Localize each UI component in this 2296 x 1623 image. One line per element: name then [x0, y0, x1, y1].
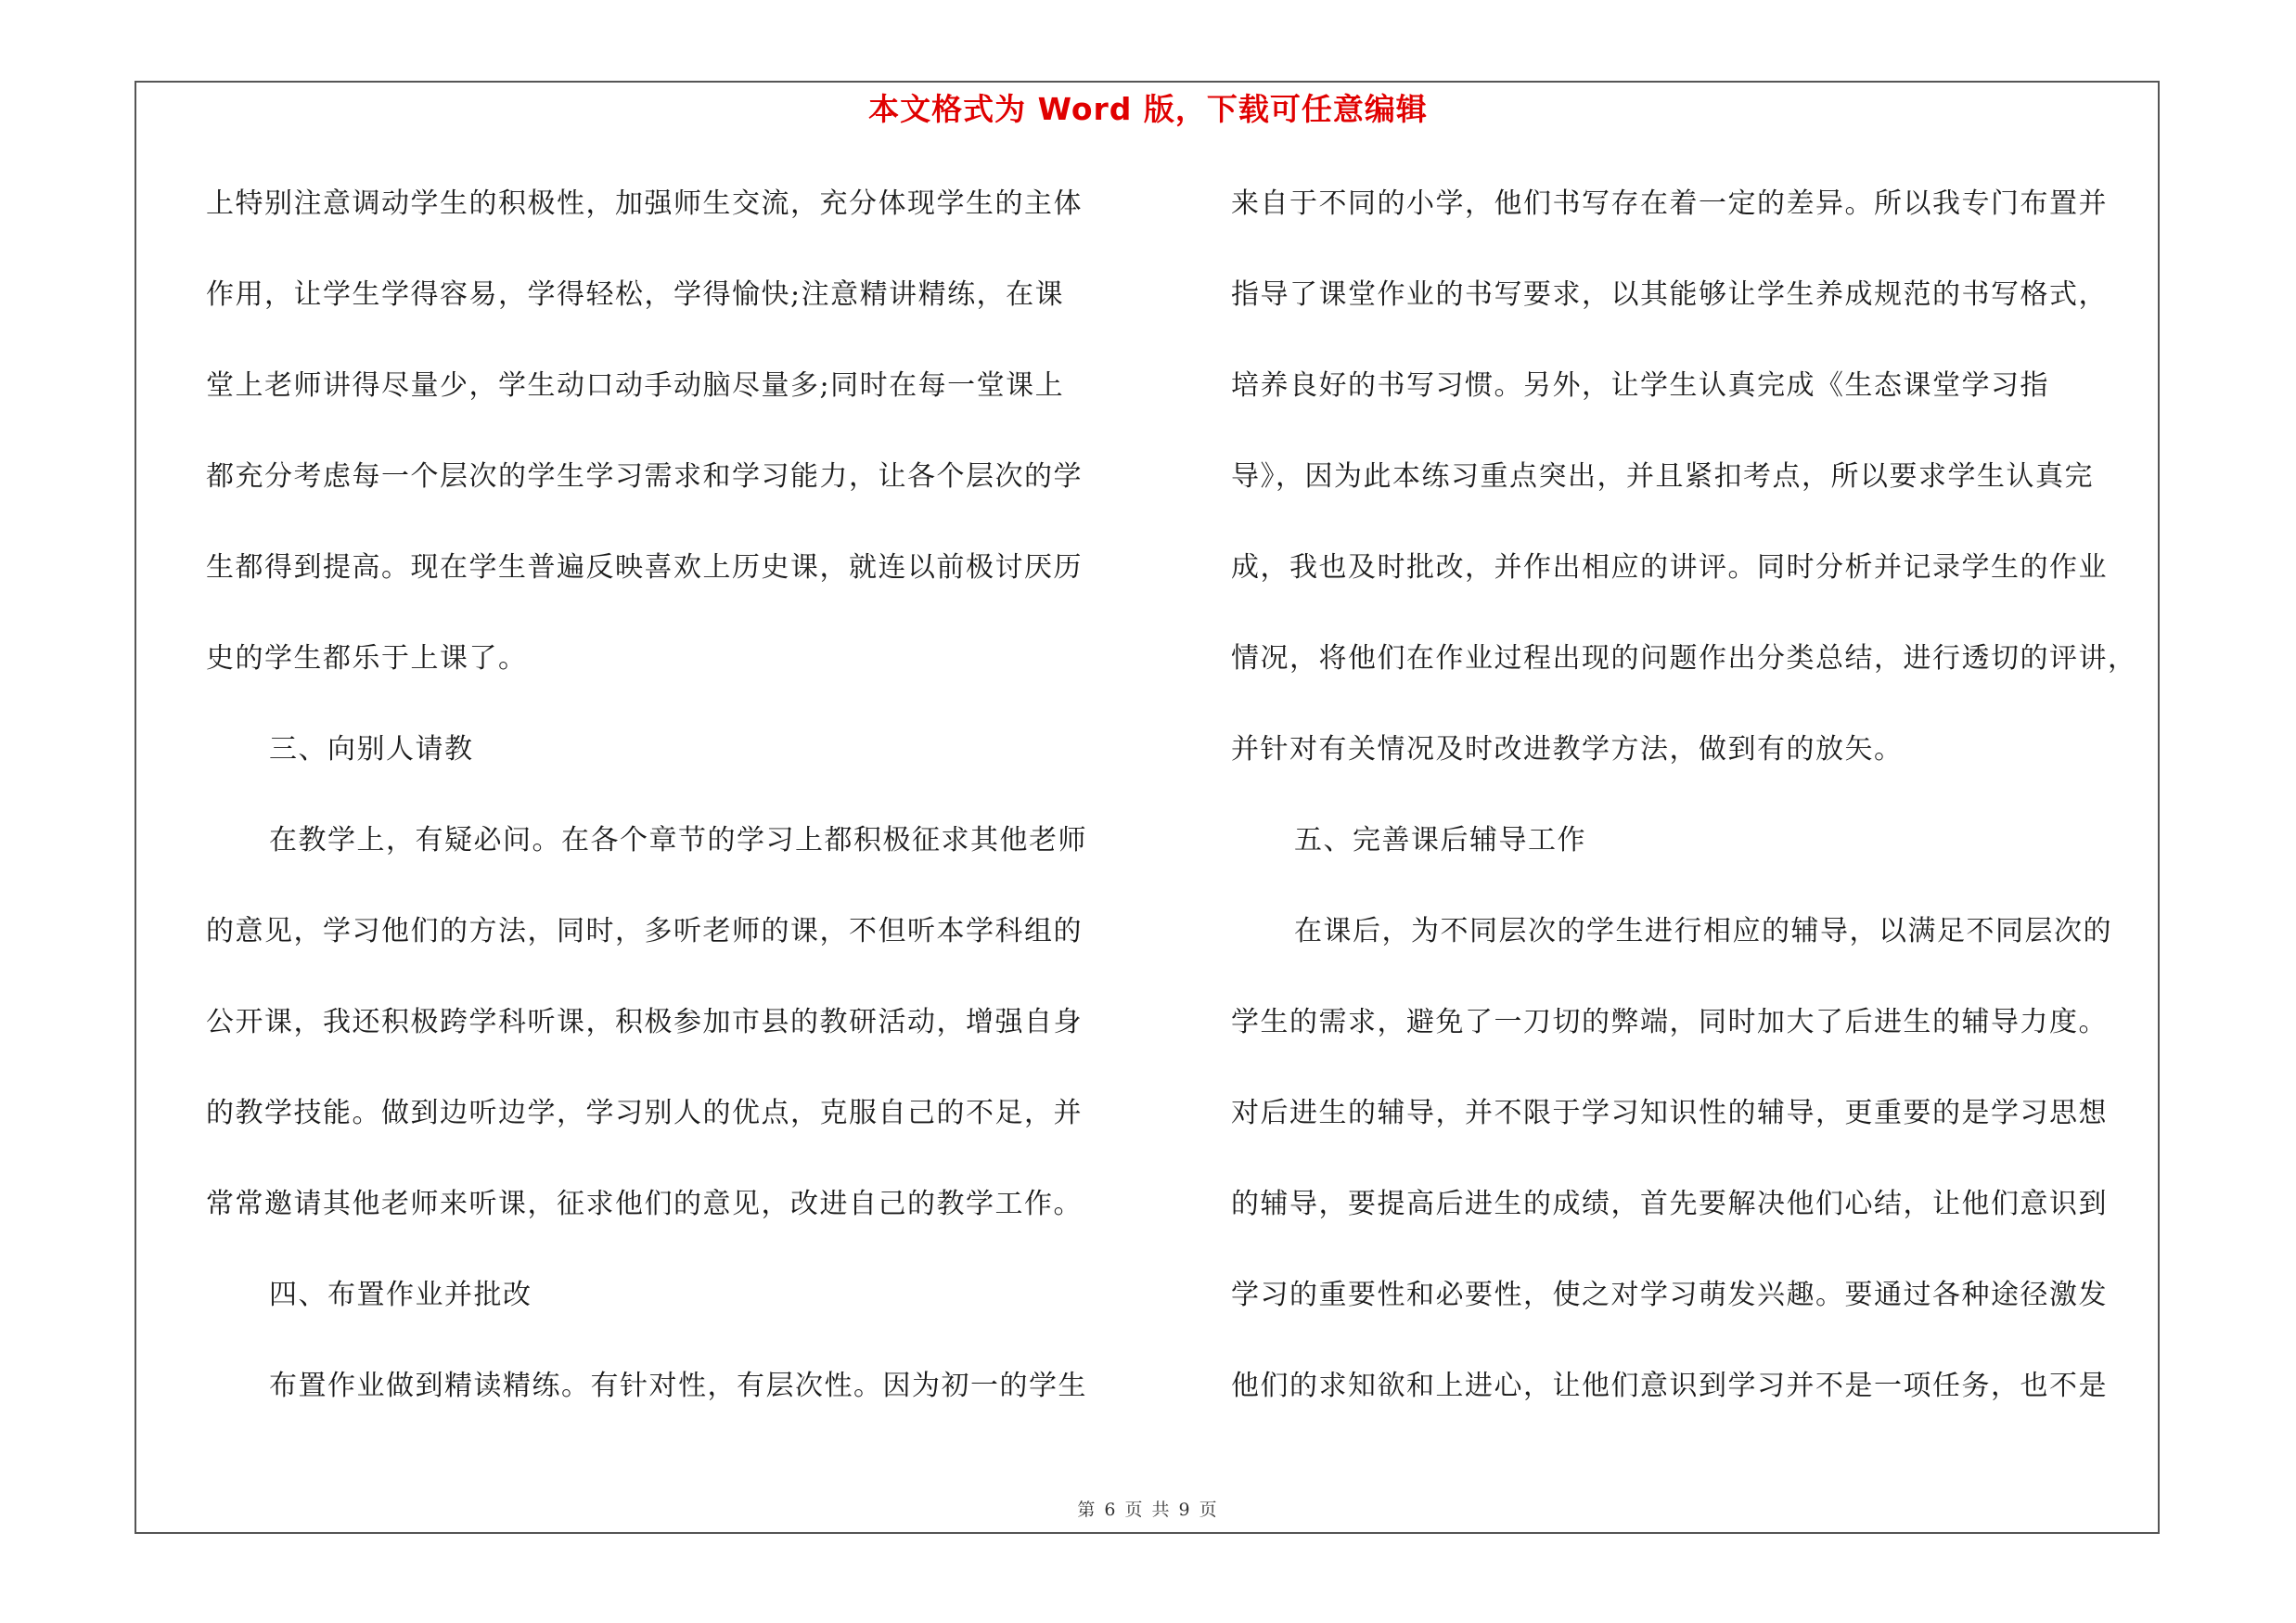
text-line: 培养良好的书写习惯。另外，让学生认真完成《生态课堂学习指	[1231, 369, 2049, 402]
text-line: 学生的需求，避免了一刀切的弊端，同时加大了后进生的辅导力度。	[1231, 1006, 2108, 1038]
document-header-notice: 本文格式为 Word 版，下载可任意编辑	[868, 91, 1428, 127]
text-line: 的辅导，要提高后进生的成绩，首先要解决他们心结，让他们意识到	[1231, 1188, 2108, 1220]
text-line: 公开课，我还积极跨学科听课，积极参加市县的教研活动，增强自身	[206, 1006, 1083, 1038]
text-line: 三、向别人请教	[269, 733, 474, 766]
text-line: 来自于不同的小学，他们书写存在着一定的差异。所以我专门布置并	[1231, 187, 2108, 220]
text-line: 史的学生都乐于上课了。	[206, 642, 528, 675]
text-line: 都充分考虑每一个层次的学生学习需求和学习能力，让各个层次的学	[206, 460, 1083, 493]
right-text-column	[1231, 186, 2145, 1459]
text-line: 五、完善课后辅导工作	[1294, 824, 1586, 857]
text-line: 情况，将他们在作业过程出现的问题作出分类总结，进行透切的评讲，	[1231, 642, 2137, 675]
text-line: 他们的求知欲和上进心，让他们意识到学习并不是一项任务，也不是	[1231, 1370, 2108, 1402]
text-line: 的教学技能。做到边听边学，学习别人的优点，克服自己的不足，并	[206, 1097, 1083, 1129]
text-line: 常常邀请其他老师来听课，征求他们的意见，改进自己的教学工作。	[206, 1188, 1083, 1220]
page-number-footer: 第 6 页 共 9 页	[1077, 1500, 1219, 1520]
text-line: 对后进生的辅导，并不限于学习知识性的辅导，更重要的是学习思想	[1231, 1097, 2108, 1129]
text-line: 四、布置作业并批改	[269, 1279, 532, 1311]
text-line: 成，我也及时批改，并作出相应的讲评。同时分析并记录学生的作业	[1231, 551, 2108, 584]
text-line: 布置作业做到精读精练。有针对性，有层次性。因为初一的学生	[269, 1370, 1087, 1402]
text-line: 导》，因为此本练习重点突出，并且紧扣考点，所以要求学生认真完	[1231, 460, 2094, 493]
left-text-column	[206, 186, 1120, 1459]
text-line: 生都得到提高。现在学生普遍反映喜欢上历史课，就连以前极讨厌历	[206, 551, 1083, 584]
text-line: 的意见，学习他们的方法，同时，多听老师的课，不但听本学科组的	[206, 915, 1083, 947]
text-line: 在课后，为不同层次的学生进行相应的辅导，以满足不同层次的	[1294, 915, 2112, 947]
text-line: 学习的重要性和必要性，使之对学习萌发兴趣。要通过各种途径激发	[1231, 1279, 2108, 1311]
text-line: 指导了课堂作业的书写要求，以其能够让学生养成规范的书写格式，	[1231, 278, 2108, 311]
text-line: 作用，让学生学得容易，学得轻松，学得愉快;注意精讲精练，在课	[206, 278, 1065, 311]
text-line: 堂上老师讲得尽量少，学生动口动手动脑尽量多;同时在每一堂课上	[206, 369, 1065, 402]
text-line: 并针对有关情况及时改进教学方法，做到有的放矢。	[1231, 733, 1904, 766]
text-line: 上特别注意调动学生的积极性，加强师生交流，充分体现学生的主体	[206, 187, 1083, 220]
text-line: 在教学上，有疑必问。在各个章节的学习上都积极征求其他老师	[269, 824, 1087, 857]
